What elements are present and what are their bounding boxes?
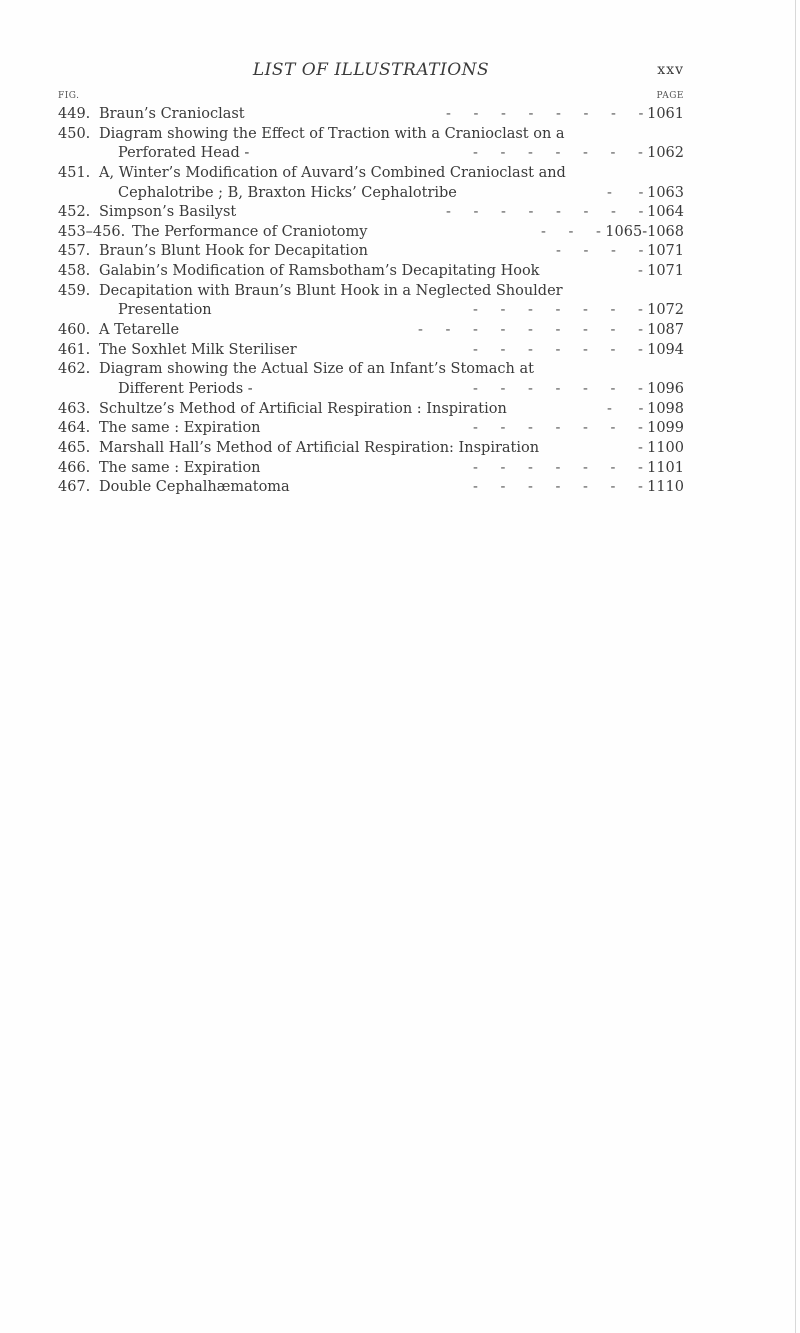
figure-caption: Simpson’s Basilyst bbox=[99, 204, 237, 221]
dot-leader: - bbox=[638, 263, 643, 280]
figure-number: 453–456. bbox=[58, 223, 126, 240]
figure-number: 464. bbox=[58, 420, 91, 437]
list-item bbox=[58, 400, 684, 420]
figure-caption: Braun’s Blunt Hook for Decapitation bbox=[99, 243, 369, 260]
figure-number: 461. bbox=[58, 341, 91, 358]
figure-caption: Perforated Head - bbox=[118, 145, 250, 162]
figure-caption: The same : Expiration bbox=[99, 459, 261, 476]
page-reference: 1072 bbox=[647, 302, 684, 319]
list-item bbox=[58, 419, 684, 439]
dot-leader: - - - - bbox=[556, 243, 644, 260]
list-item bbox=[58, 321, 684, 341]
dot-leader: - - - - - - - bbox=[473, 341, 643, 358]
dot-leader: - bbox=[638, 439, 643, 456]
figure-number: 459. bbox=[58, 282, 91, 299]
list-item bbox=[58, 203, 684, 223]
page-reference: 1065-1068 bbox=[605, 223, 684, 240]
figure-number: 449. bbox=[58, 106, 91, 122]
page-reference: 1071 bbox=[647, 263, 684, 280]
figure-caption: Schultze’s Method of Artificial Respiration : Inspiration bbox=[99, 400, 507, 417]
list-item bbox=[58, 439, 684, 459]
list-item bbox=[58, 223, 684, 243]
figure-caption: Braun’s Cranioclast bbox=[99, 106, 245, 122]
dot-leader: - - - - - - - - bbox=[446, 106, 644, 122]
fig-column-heading: FIG. bbox=[58, 91, 80, 101]
page-reference: 1061 bbox=[647, 106, 684, 122]
page-reference: 1110 bbox=[647, 479, 684, 496]
figure-number: 462. bbox=[58, 361, 91, 378]
page-reference: 1099 bbox=[647, 420, 684, 437]
list-item bbox=[58, 360, 684, 380]
figure-caption: A, Winter’s Modification of Auvard’s Combined Cranioclast and bbox=[99, 164, 566, 181]
list-item bbox=[58, 105, 684, 125]
figure-number: 451. bbox=[58, 164, 91, 181]
list-item bbox=[58, 125, 684, 145]
dot-leader: - - - - - - - - - bbox=[418, 322, 643, 339]
dot-leader: - - - - - - - - bbox=[446, 204, 644, 221]
figure-caption: Galabin’s Modification of Ramsbotham’s Decapitating Hook bbox=[99, 263, 540, 280]
list-item-continuation bbox=[58, 301, 684, 321]
page-reference: 1096 bbox=[647, 380, 684, 397]
list-item bbox=[58, 242, 684, 262]
list-item-continuation bbox=[58, 184, 684, 204]
figure-number: 460. bbox=[58, 322, 91, 339]
figure-number: 465. bbox=[58, 439, 91, 456]
dot-leader: - - - - - - - bbox=[473, 302, 643, 319]
figure-caption: Different Periods - bbox=[118, 380, 253, 397]
page-reference: 1100 bbox=[647, 439, 684, 456]
page-column-heading: PAGE bbox=[656, 91, 684, 101]
list-item bbox=[58, 164, 684, 184]
page-edge bbox=[795, 0, 796, 1333]
page-header bbox=[58, 60, 684, 84]
figure-number: 452. bbox=[58, 204, 91, 221]
list-item-continuation bbox=[58, 144, 684, 164]
column-headings bbox=[58, 91, 684, 103]
list-item bbox=[58, 262, 684, 282]
illustration-list bbox=[58, 105, 684, 498]
page-reference: 1071 bbox=[647, 243, 684, 260]
figure-number: 467. bbox=[58, 479, 91, 496]
figure-caption: Presentation bbox=[118, 302, 212, 319]
list-item bbox=[58, 459, 684, 479]
dot-leader: - - - - - - - bbox=[473, 380, 643, 397]
figure-caption: The same : Expiration bbox=[99, 420, 261, 437]
figure-caption: Diagram showing the Actual Size of an Infant’s Stomach at bbox=[99, 361, 534, 378]
page-reference: 1087 bbox=[647, 322, 684, 339]
figure-caption: Decapitation with Braun’s Blunt Hook in a Neglected Shoulder bbox=[99, 282, 563, 299]
dot-leader: - - - - - - - bbox=[473, 420, 643, 437]
dot-leader: - - - - - - - bbox=[473, 479, 643, 496]
figure-number: 466. bbox=[58, 459, 91, 476]
page-number: xxv bbox=[657, 62, 684, 78]
figure-caption: The Performance of Craniotomy bbox=[132, 223, 368, 240]
figure-caption: A Tetarelle bbox=[99, 322, 180, 339]
running-title: LIST OF ILLUSTRATIONS bbox=[252, 60, 490, 80]
figure-caption: The Soxhlet Milk Steriliser bbox=[99, 341, 297, 358]
page-reference: 1098 bbox=[647, 400, 684, 417]
figure-caption: Cephalotribe ; B, Braxton Hicks’ Cephalotribe bbox=[118, 184, 457, 201]
list-item bbox=[58, 282, 684, 302]
page-reference: 1101 bbox=[647, 459, 684, 476]
page-reference: 1062 bbox=[647, 145, 684, 162]
list-item bbox=[58, 341, 684, 361]
page-reference: 1094 bbox=[647, 341, 684, 358]
figure-number: 450. bbox=[58, 125, 91, 142]
figure-caption: Marshall Hall’s Method of Artificial Respiration: Inspiration bbox=[99, 439, 540, 456]
figure-caption: Double Cephalhæmatoma bbox=[99, 479, 290, 496]
dot-leader: - - - - - - - bbox=[473, 459, 643, 476]
dot-leader: - - bbox=[607, 184, 644, 201]
figure-number: 458. bbox=[58, 263, 91, 280]
page-reference: 1063 bbox=[647, 184, 684, 201]
dot-leader: - - - - - - - bbox=[473, 145, 643, 162]
dot-leader: - - - bbox=[541, 223, 601, 240]
dot-leader: - - bbox=[607, 400, 644, 417]
list-item-continuation bbox=[58, 380, 684, 400]
figure-caption: Diagram showing the Effect of Traction with a Cranioclast on a bbox=[99, 125, 565, 142]
list-item bbox=[58, 478, 684, 498]
figure-number: 463. bbox=[58, 400, 91, 417]
page-reference: 1064 bbox=[647, 204, 684, 221]
figure-number: 457. bbox=[58, 243, 91, 260]
